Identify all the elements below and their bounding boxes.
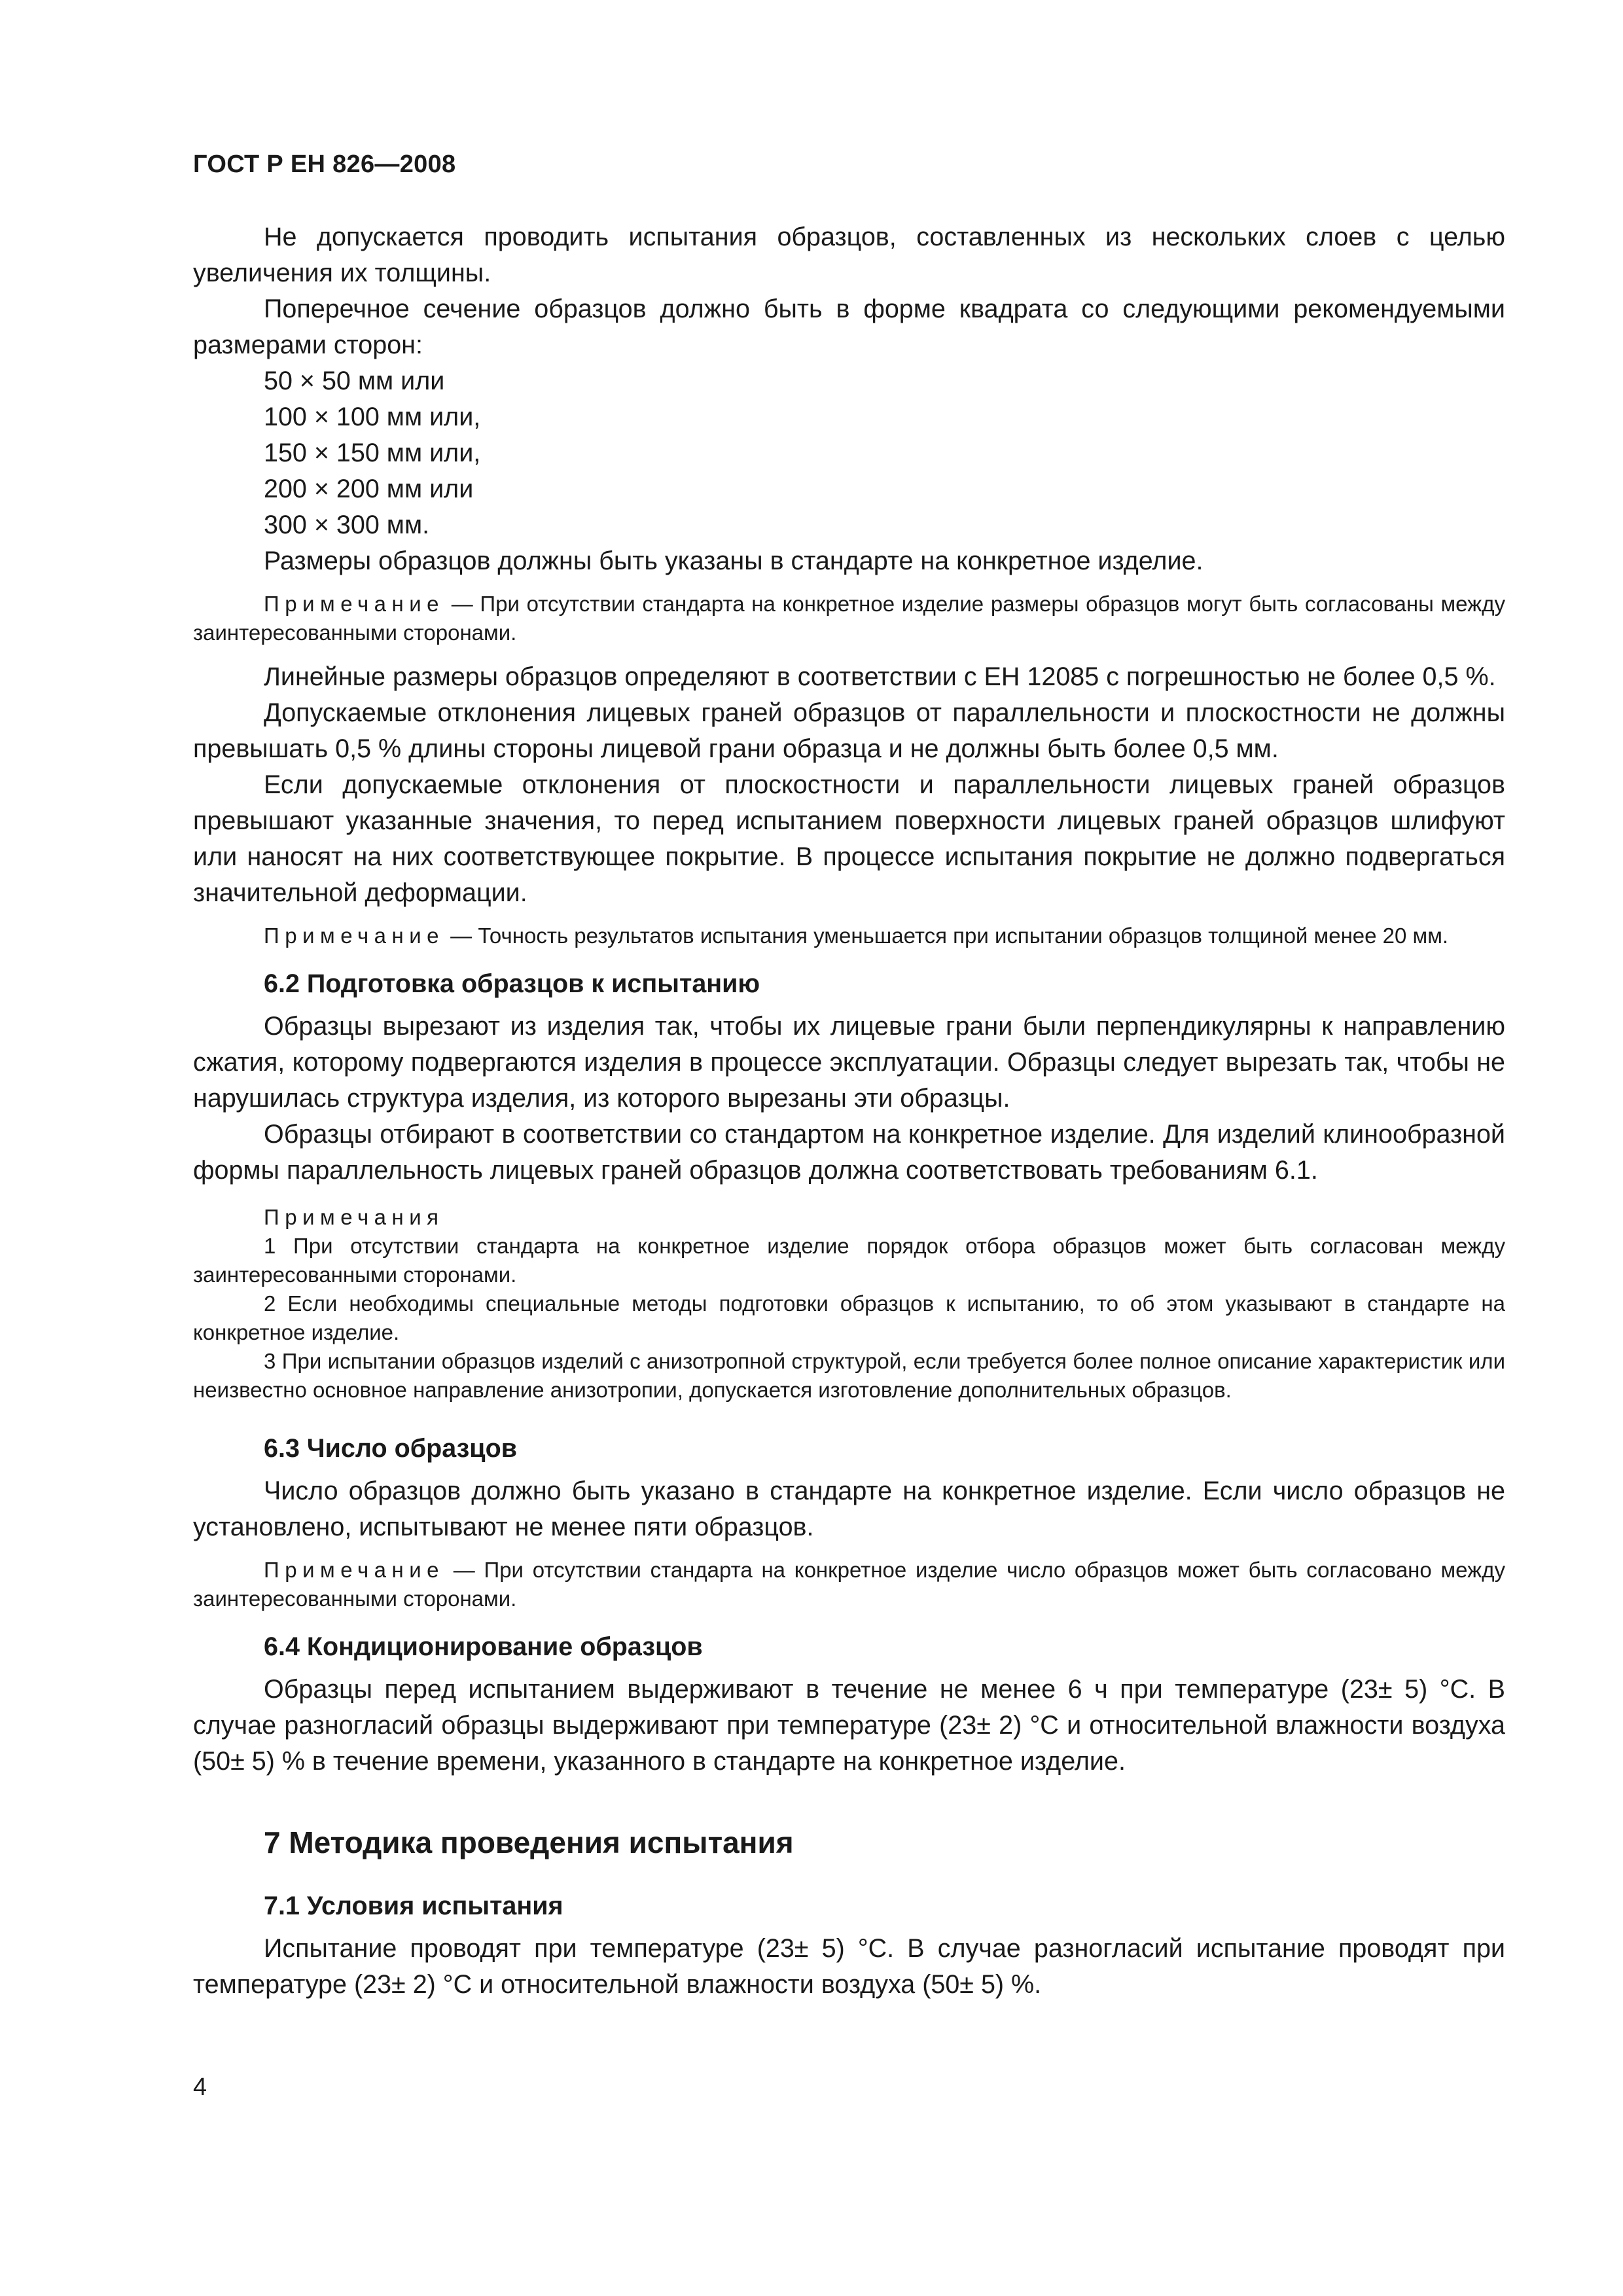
paragraph: Не допускается проводить испытания образцов, составленных из нескольких слоев с целью увеличения их толщины. [193,223,1505,287]
document-header: ГОСТ Р ЕН 826—2008 [193,151,456,178]
note-text: — При отсутствии стандарта на конкретное изделие размеры образцов могут быть согласованы между заинтересованными сторонами. [193,592,1505,645]
note-label: Примечание [264,924,445,948]
paragraph: Образцы отбирают в соответствии со стандартом на конкретное изделие. Для изделий клинообразной формы параллельность лицевых граней образцов должна соответствовать требованиям 6.1. [193,1120,1505,1185]
list-item: 300 × 300 мм. [264,511,430,539]
note-item: 2 Если необходимы специальные методы подготовки образцов к испытанию, то об этом указывают в стандарте на конкретное изделие. [193,1291,1505,1344]
list-item: 50 × 50 мм или [264,367,445,395]
paragraph: Если допускаемые отклонения от плоскостности и параллельности лицевых граней образцов превышают указанные значения, то перед испытанием поверхности лицевых граней образцов шлифуют или наносят на них соответствующее покрытие. В процессе испытания покрытие не должно подвергаться значительной деформации. [193,770,1505,907]
page-number: 4 [193,2073,207,2101]
note-label: Примечание [264,592,445,616]
paragraph: Размеры образцов должны быть указаны в стандарте на конкретное изделие. [264,547,1204,575]
list-item: 150 × 150 мм или, [264,439,481,467]
note-label: Примечание [264,1558,445,1582]
dimensions-list [193,363,1505,543]
note [193,1556,1505,1613]
list-item: 100 × 100 мм или, [264,403,481,431]
note-item: 3 При испытании образцов изделий с анизотропной структурой, если требуется более полное описание характеристик или неизвестно основное направление анизотропии, допускается изготовление дополнительных образцов. [193,1349,1505,1402]
section-heading-6-4: 6.4 Кондиционирование образцов [264,1632,703,1661]
note [193,590,1505,647]
document-page [193,151,1505,2003]
section-heading-7-1: 7.1 Условия испытания [264,1892,563,1920]
paragraph: Образцы вырезают из изделия так, чтобы их лицевые грани были перпендикулярны к направлению сжатия, которому подвергаются изделия в процессе эксплуатации. Образцы следует вырезать так, чтобы не нарушилась структура изделия, из которого вырезаны эти образцы. [193,1012,1505,1113]
paragraph: Испытание проводят при температуре (23± 5) °С. В случае разногласий испытание проводят при температуре (23± 2) °С и относительной влажности воздуха (50± 5) %. [193,1934,1505,1999]
paragraph: Число образцов должно быть указано в стандарте на конкретное изделие. Если число образцов не установлено, испытывают не менее пяти образцов. [193,1477,1505,1541]
notes-heading: Примечания [264,1205,444,1229]
note-text: — При отсутствии стандарта на конкретное изделие число образцов может быть согласовано между заинтересованными сторонами. [193,1558,1505,1611]
section-heading-6-2: 6.2 Подготовка образцов к испытанию [264,969,760,998]
paragraph: Поперечное сечение образцов должно быть в форме квадрата со следующими рекомендуемыми размерами сторон: [193,295,1505,359]
note [193,922,1505,950]
section-heading-6-3: 6.3 Число образцов [264,1434,517,1463]
paragraph: Допускаемые отклонения лицевых граней образцов от параллельности и плоскостности не должны превышать 0,5 % длины стороны лицевой грани образца и не должны быть более 0,5 мм. [193,698,1505,763]
paragraph: Линейные размеры образцов определяют в соответствии с ЕН 12085 с погрешностью не более 0,5 %. [264,662,1496,691]
list-item: 200 × 200 мм или [264,475,474,503]
section-heading-7: 7 Методика проведения испытания [264,1825,794,1859]
paragraph: Образцы перед испытанием выдерживают в течение не менее 6 ч при температуре (23± 5) °С. В случае разногласий образцы выдерживают при температуре (23± 2) °С и относительной влажности воздуха (50± 5) % в течение времени, указанного в стандарте на конкретное изделие. [193,1675,1505,1776]
note-text: — Точность результатов испытания уменьшается при испытании образцов толщиной менее 20 мм. [444,924,1449,948]
note-item: 1 При отсутствии стандарта на конкретное изделие порядок отбора образцов может быть согласован между заинтересованными сторонами. [193,1234,1505,1287]
